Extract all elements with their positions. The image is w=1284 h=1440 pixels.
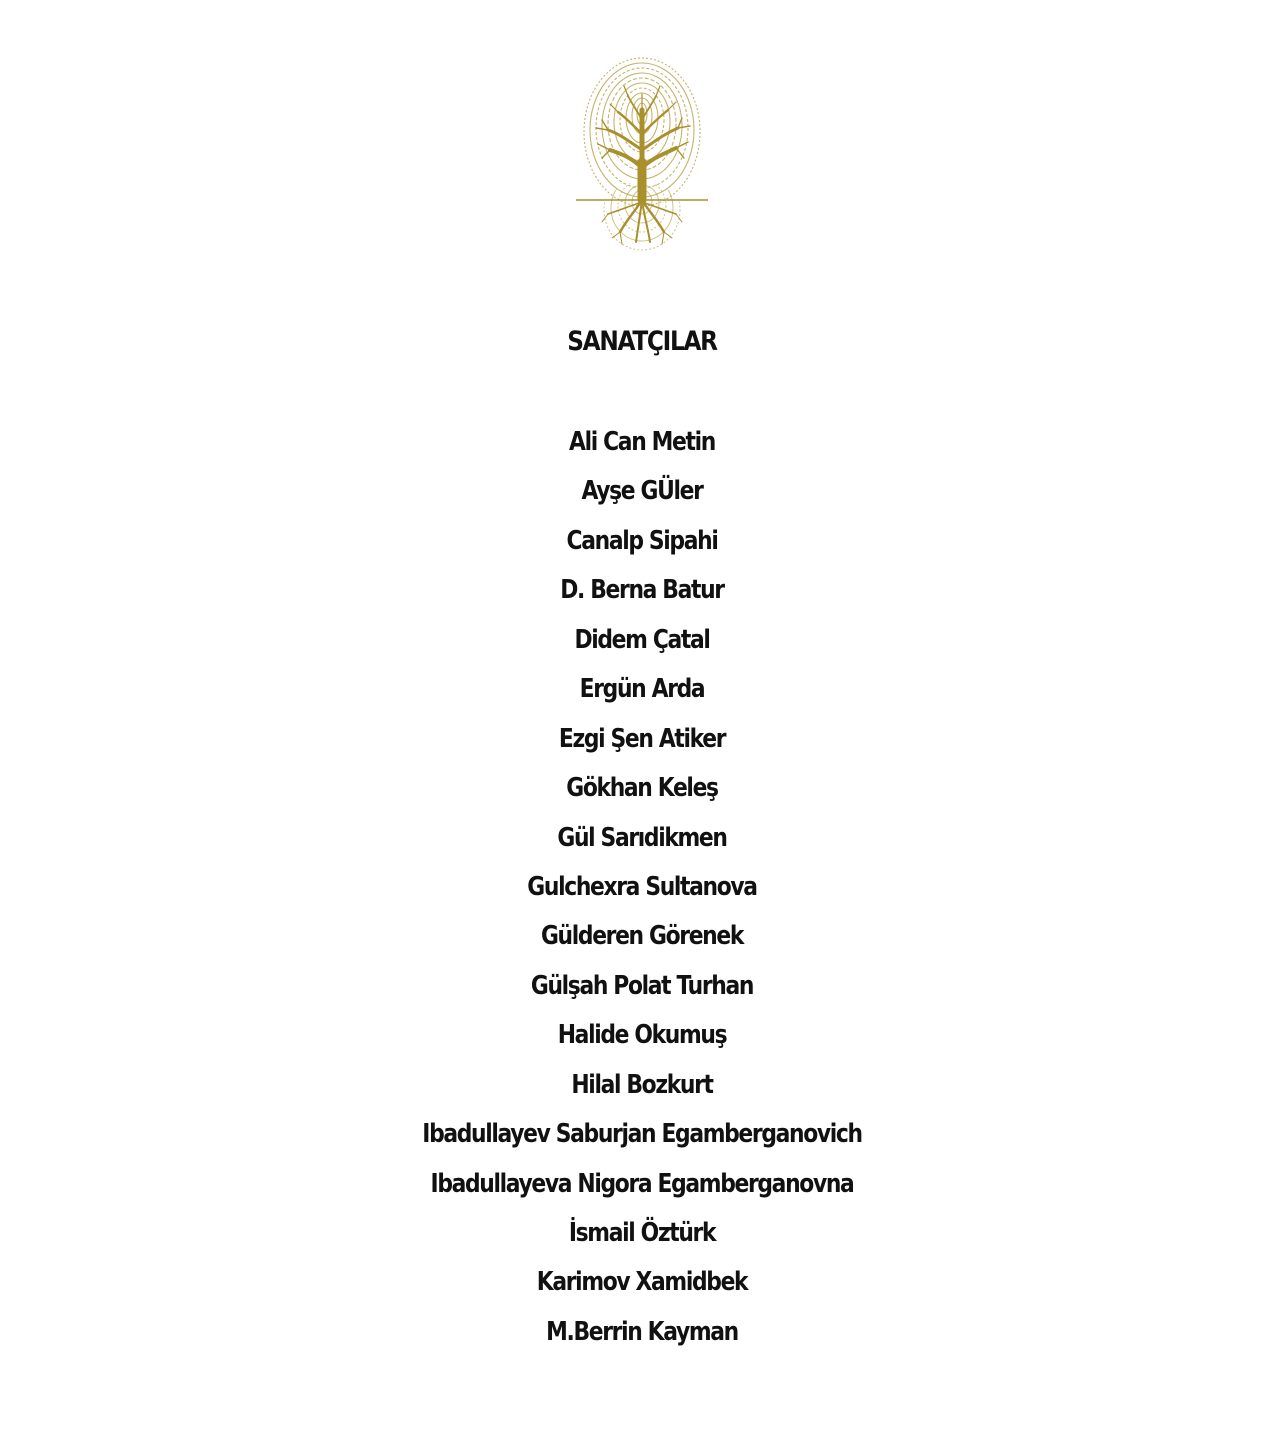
artist-name[interactable]: İsmail Öztürk bbox=[568, 1218, 716, 1248]
artist-name[interactable]: Gülşah Polat Turhan bbox=[530, 970, 754, 1001]
artist-name[interactable]: Ibadullayeva Nigora Egamberganovna bbox=[430, 1168, 854, 1199]
artist-name[interactable]: Gül Sarıdikmen bbox=[557, 822, 727, 853]
artist-list bbox=[0, 420, 1284, 1359]
artist-name[interactable]: Gulchexra Sultanova bbox=[527, 871, 757, 902]
artist-name[interactable]: Ali Can Metin bbox=[569, 427, 715, 457]
tree-fingerprint-icon bbox=[572, 50, 712, 256]
artist-name[interactable]: Halide Okumuş bbox=[557, 1020, 727, 1051]
artist-name[interactable]: Gülderen Görenek bbox=[540, 921, 744, 952]
artist-name[interactable]: Ezgi Şen Atiker bbox=[558, 723, 726, 754]
artist-name[interactable]: Didem Çatal bbox=[574, 624, 710, 655]
artist-name[interactable]: Ayşe GÜler bbox=[581, 476, 703, 507]
artist-name[interactable]: Ibadullayev Saburjan Egamberganovich bbox=[422, 1119, 862, 1150]
artist-name[interactable]: Gökhan Keleş bbox=[566, 773, 718, 804]
artist-name[interactable]: Hilal Bozkurt bbox=[571, 1069, 713, 1100]
artist-name[interactable]: Ergün Arda bbox=[579, 674, 705, 705]
artist-name[interactable]: M.Berrin Kayman bbox=[546, 1316, 738, 1347]
artist-name[interactable]: Karimov Xamidbek bbox=[536, 1267, 748, 1298]
artist-name[interactable]: Canalp Sipahi bbox=[566, 525, 718, 556]
artist-name[interactable]: D. Berna Batur bbox=[560, 575, 724, 606]
page-title: SANATÇILAR bbox=[567, 326, 717, 357]
